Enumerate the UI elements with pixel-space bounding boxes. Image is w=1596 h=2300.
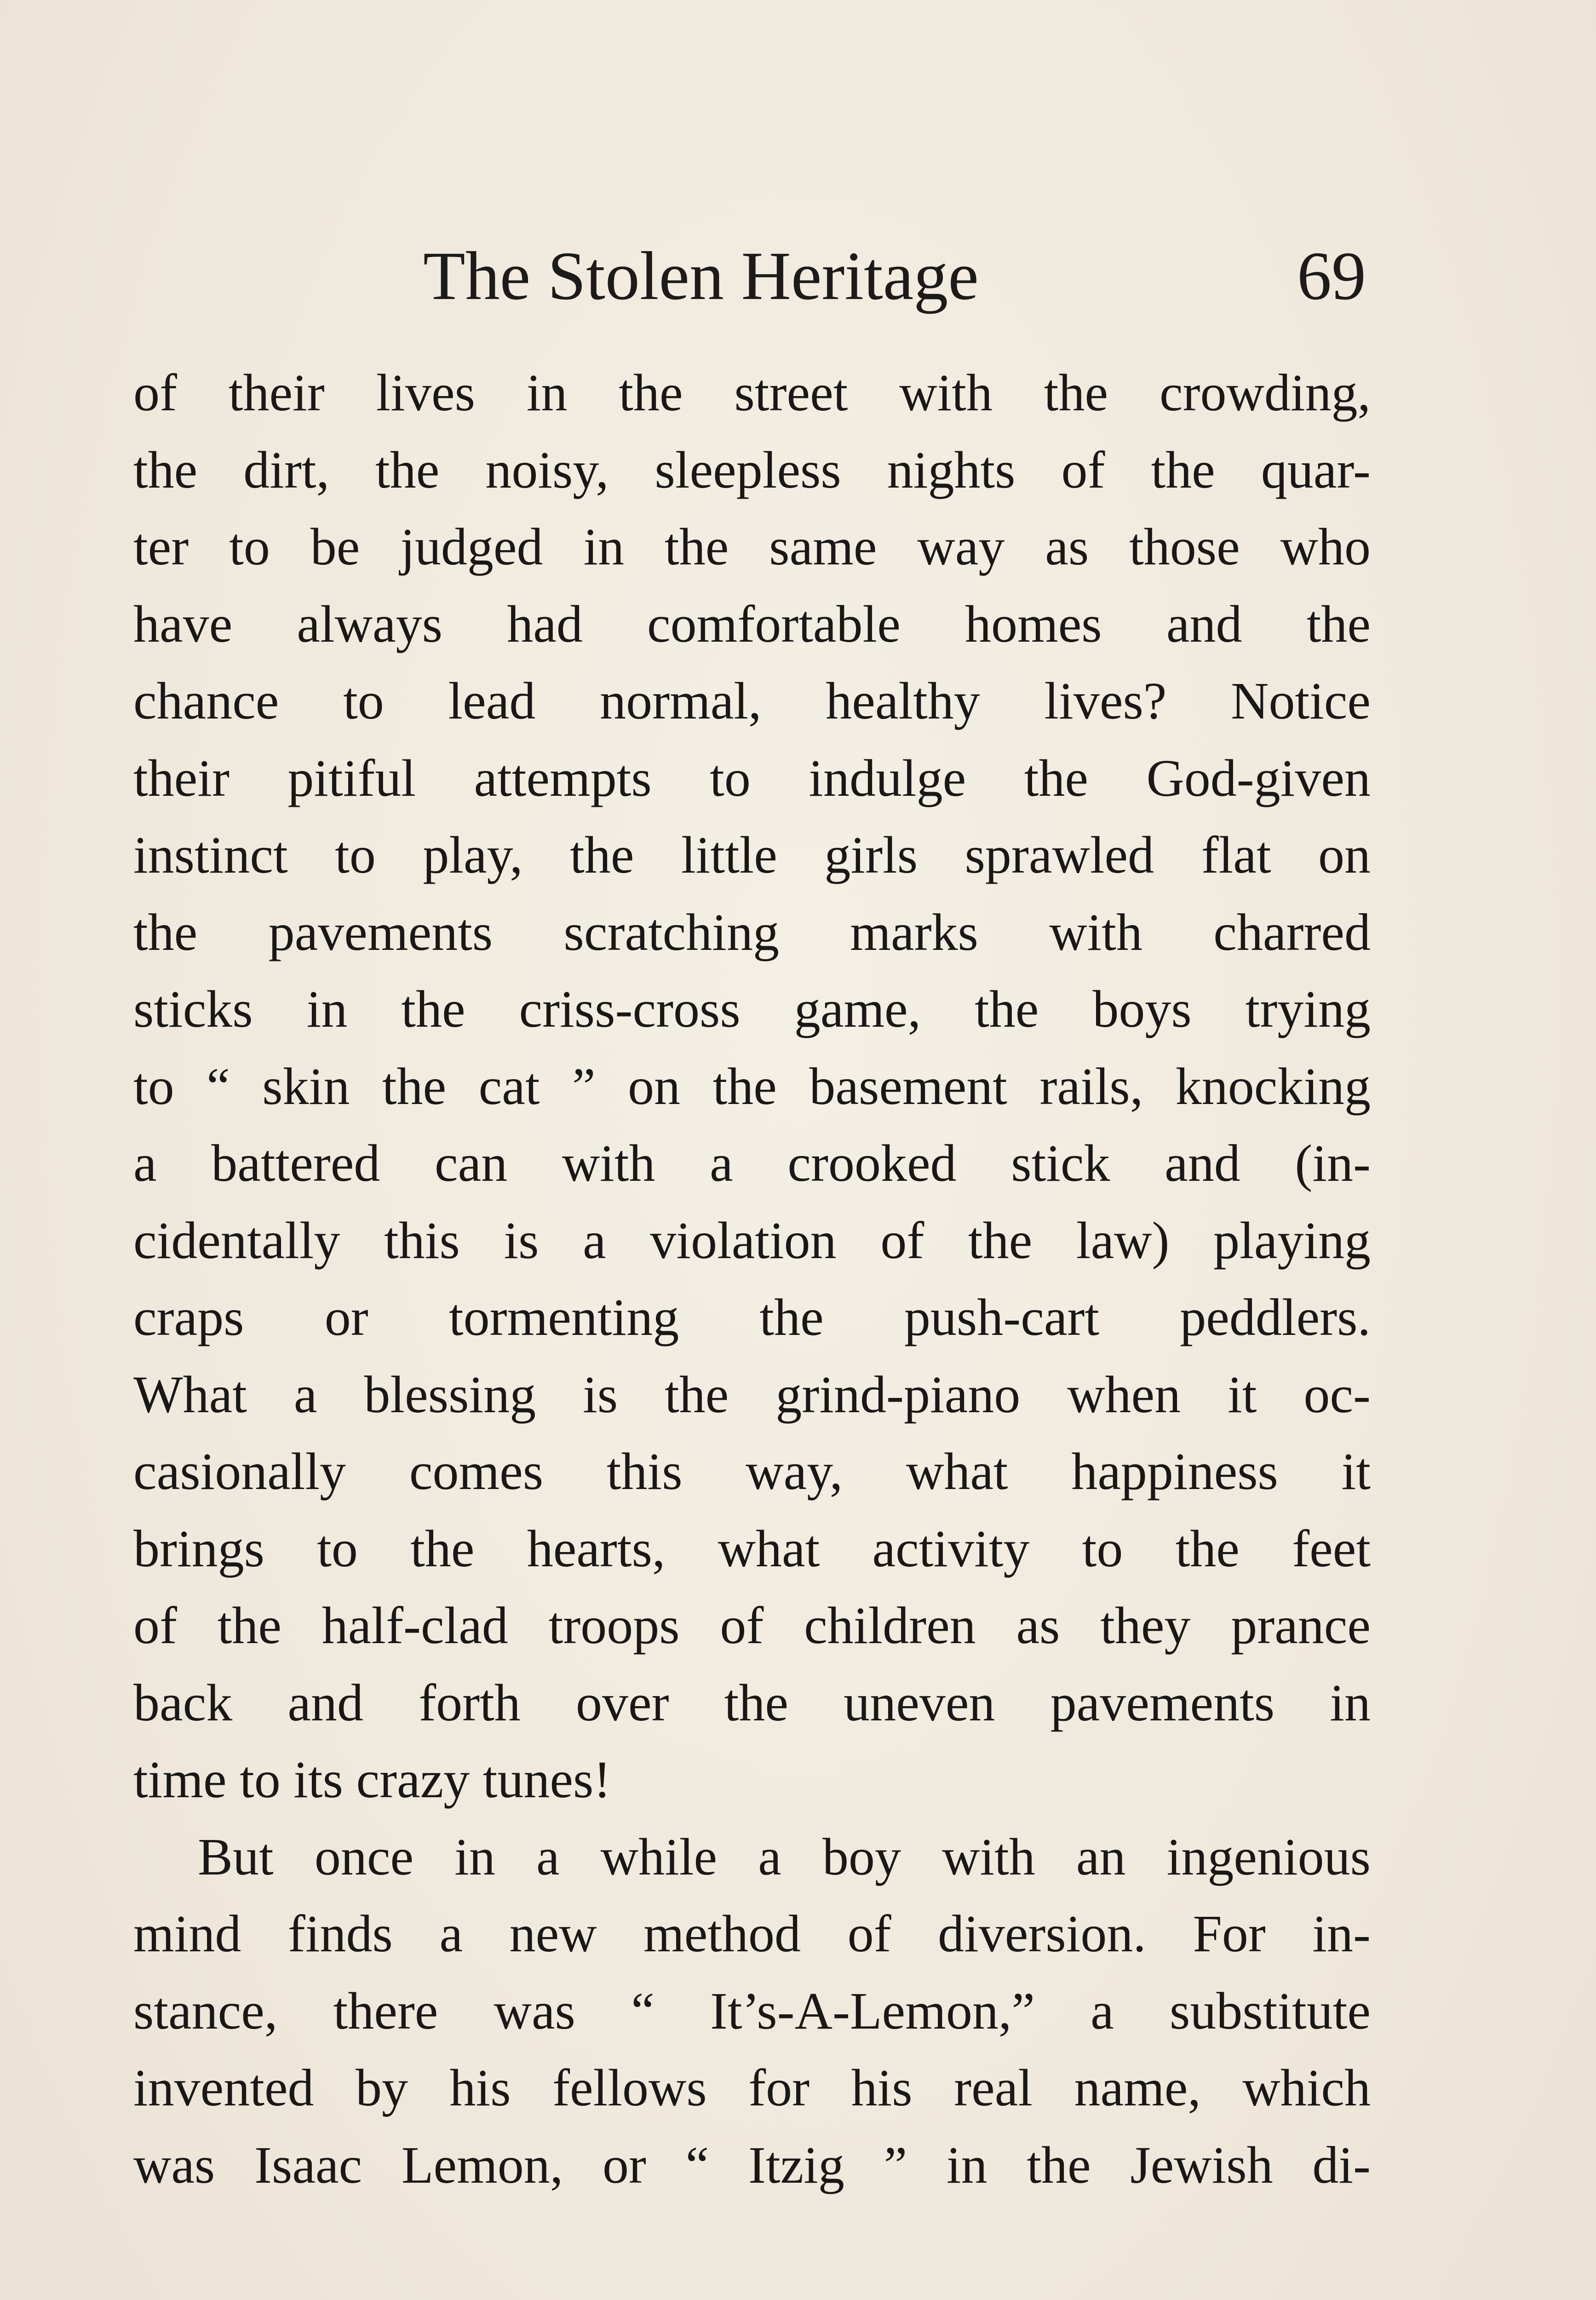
- text-line: the dirt, the noisy, sleepless nights of the quar-: [133, 440, 1371, 499]
- text-line: a battered can with a crooked stick and (in-: [133, 1134, 1371, 1192]
- text-line: instinct to play, the little girls sprawled flat on: [133, 826, 1371, 884]
- text-line: of the half-clad troops of children as they prance: [133, 1596, 1371, 1655]
- text-line: cidentally this is a violation of the law) playing: [133, 1211, 1371, 1270]
- text-line: of their lives in the street with the crowding,: [133, 363, 1371, 422]
- text-line: have always had comfortable homes and the: [133, 594, 1371, 653]
- body-text: [133, 354, 1371, 2203]
- text-line: was Isaac Lemon, or “ Itzig ” in the Jewish di-: [133, 2135, 1371, 2194]
- text-line: What a blessing is the grind-piano when it oc-: [133, 1365, 1371, 1424]
- page-number: 69: [1297, 238, 1366, 314]
- text-line: the pavements scratching marks with charred: [133, 903, 1371, 961]
- page-header: [133, 230, 1366, 322]
- text-line: mind finds a new method of diversion. For in-: [133, 1904, 1371, 1963]
- text-line: chance to lead normal, healthy lives? Notice: [133, 672, 1371, 730]
- text-line: back and forth over the uneven pavements in: [133, 1673, 1371, 1732]
- text-line: But once in a while a boy with an ingenious: [198, 1827, 1371, 1886]
- text-line: invented by his fellows for his real name, which: [133, 2058, 1371, 2117]
- running-title: The Stolen Heritage: [423, 238, 979, 314]
- text-line: to “ skin the cat ” on the basement rails, knocking: [133, 1057, 1371, 1116]
- text-line: brings to the hearts, what activity to the feet: [133, 1519, 1371, 1578]
- text-line: craps or tormenting the push-cart peddlers.: [133, 1288, 1371, 1346]
- text-line: sticks in the criss-cross game, the boys trying: [133, 980, 1371, 1038]
- text-line: casionally comes this way, what happiness it: [133, 1442, 1371, 1501]
- text-line: their pitiful attempts to indulge the God-given: [133, 748, 1371, 807]
- text-line: time to its crazy tunes!: [133, 1750, 611, 1809]
- text-line: stance, there was “ It’s-A-Lemon,” a substitute: [133, 1981, 1371, 2040]
- text-line: ter to be judged in the same way as those who: [133, 518, 1371, 576]
